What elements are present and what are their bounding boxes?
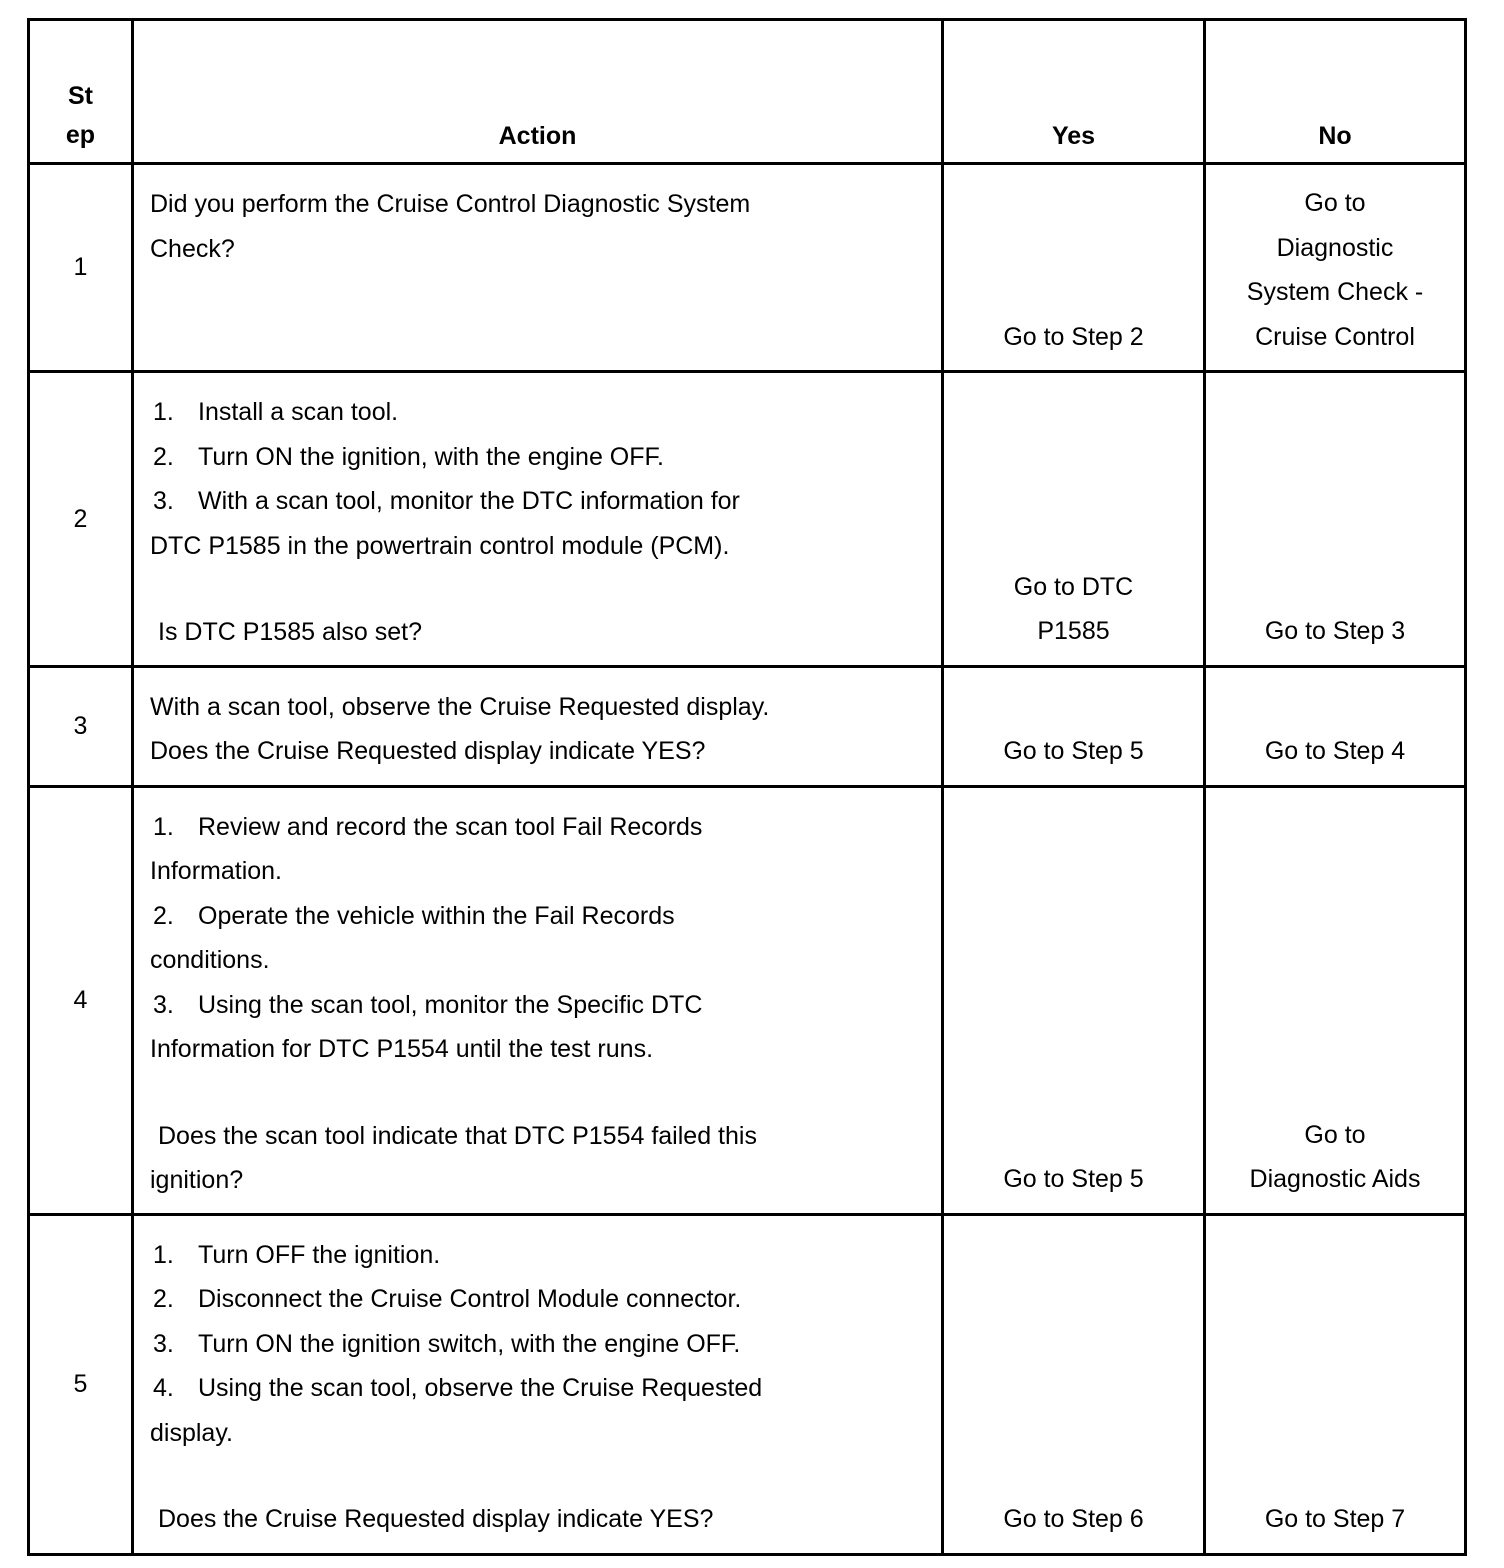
step-number: 5 xyxy=(29,1214,133,1554)
list-item: 1. Install a scan tool. xyxy=(153,398,399,426)
no-cell: Go to Step 7 xyxy=(1205,1214,1466,1554)
action-cell: Did you perform the Cruise Control Diagnostic System Check? xyxy=(133,164,943,372)
question-text: Does the Cruise Requested display indicate YES? xyxy=(158,1505,714,1533)
list-item: 1. Review and record the scan tool Fail Records xyxy=(153,812,703,841)
step-number: 3 xyxy=(29,666,133,786)
list-item: 1. Turn OFF the ignition. xyxy=(153,1240,441,1269)
question-text: Does the scan tool indicate that DTC P1554 failed this xyxy=(158,1121,757,1150)
table-row xyxy=(29,372,1466,667)
list-item: 4. Using the scan tool, observe the Cruise Requested xyxy=(153,1374,763,1402)
table-row xyxy=(29,164,1466,372)
no-cell: Go to Diagnostic Aids xyxy=(1205,786,1466,1214)
table-row xyxy=(29,1214,1466,1554)
action-cell: 1. Install a scan tool. 2. Turn ON the ignition, with the engine OFF. 3. With a scan tool, monitor the DTC information for DTC P1585 in the powertrain control module (PCM). Is DTC P1585 also set? xyxy=(133,372,943,667)
header-yes: Yes xyxy=(943,20,1205,164)
list-item: 3. Turn ON the ignition switch, with the engine OFF. xyxy=(153,1329,741,1358)
no-cell: Go to Step 3 xyxy=(1205,372,1466,667)
table-row xyxy=(29,786,1466,1214)
header-action: Action xyxy=(133,20,943,164)
list-item: 2. Turn ON the ignition, with the engine OFF. xyxy=(153,442,664,471)
header-step: St ep xyxy=(29,20,133,164)
step-number: 1 xyxy=(29,164,133,372)
list-item: 2. Disconnect the Cruise Control Module connector. xyxy=(153,1285,742,1313)
list-item: 3. With a scan tool, monitor the DTC information for xyxy=(153,487,740,515)
diagnostic-table xyxy=(27,18,1467,1556)
step-number: 2 xyxy=(29,372,133,667)
yes-cell: Go to Step 5 xyxy=(943,666,1205,786)
yes-cell: Go to DTC P1585 xyxy=(943,372,1205,667)
action-cell: With a scan tool, observe the Cruise Requested display. Does the Cruise Requested display indicate YES? xyxy=(133,666,943,786)
action-cell: 1. Review and record the scan tool Fail Records Information. 2. Operate the vehicle within the Fail Records conditions. 3. Using the scan tool, monitor the Specific DTC Information for DTC P1554 until the test runs. Does the scan tool indicate that DTC P1554 failed this ignition? xyxy=(133,786,943,1214)
no-cell: Go to Step 4 xyxy=(1205,666,1466,786)
table-row xyxy=(29,666,1466,786)
yes-cell: Go to Step 2 xyxy=(943,164,1205,372)
header-row xyxy=(29,20,1466,164)
no-cell: Go to Diagnostic System Check - Cruise Control xyxy=(1205,164,1466,372)
header-no: No xyxy=(1205,20,1466,164)
list-item: 2. Operate the vehicle within the Fail Records xyxy=(153,901,675,930)
yes-cell: Go to Step 6 xyxy=(943,1214,1205,1554)
list-item: 3. Using the scan tool, monitor the Specific DTC xyxy=(153,990,703,1019)
question-text: Is DTC P1585 also set? xyxy=(158,618,423,646)
step-number: 4 xyxy=(29,786,133,1214)
yes-cell: Go to Step 5 xyxy=(943,786,1205,1214)
action-cell: 1. Turn OFF the ignition. 2. Disconnect the Cruise Control Module connector. 3. Turn ON the ignition switch, with the engine OFF. 4. Using the scan tool, observe the Cruise Requested display. Does the Cruise Requested display indicate YES? xyxy=(133,1214,943,1554)
